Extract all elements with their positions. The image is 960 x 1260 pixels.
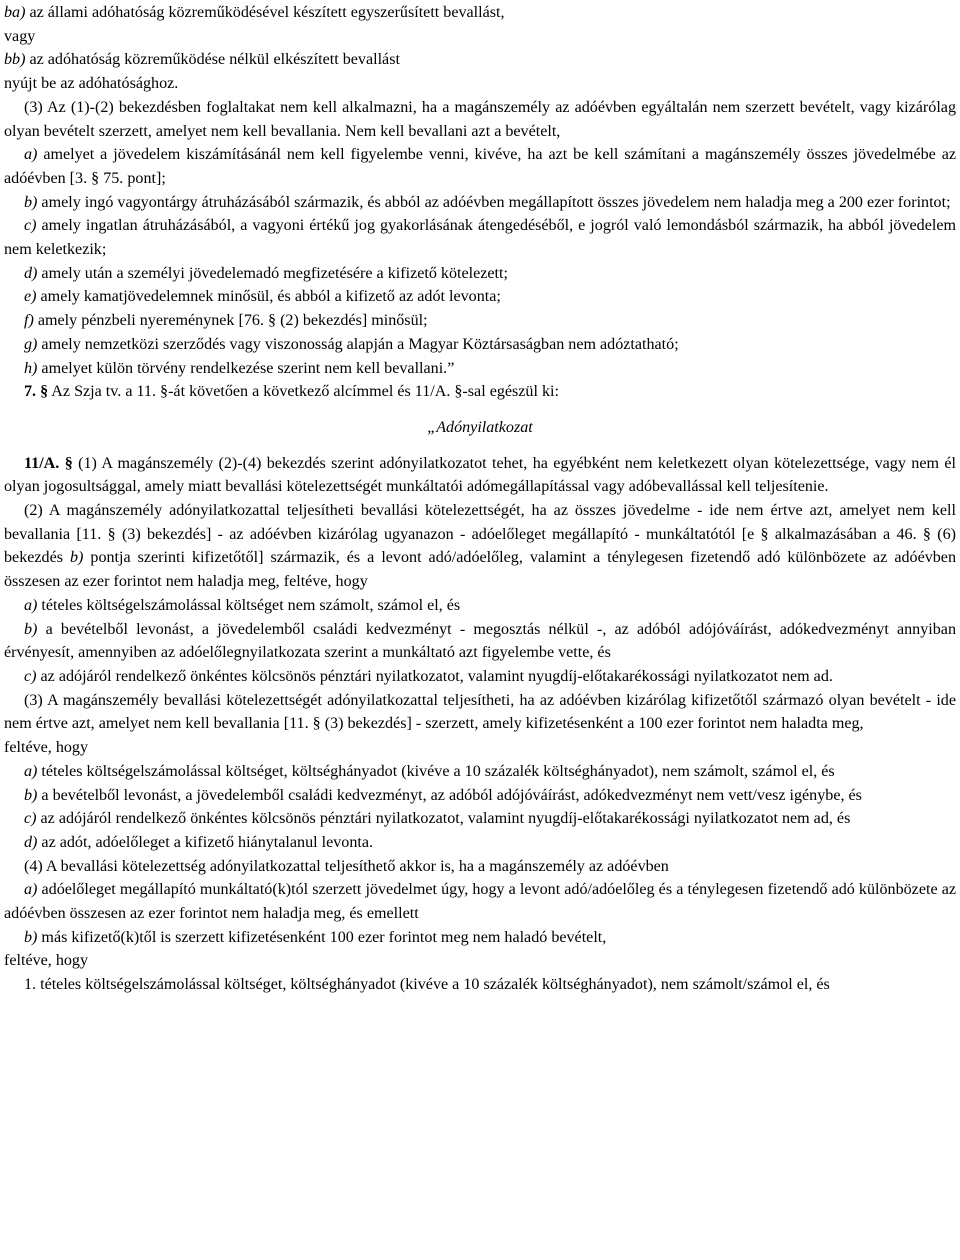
text-line: feltéve, hogy — [4, 952, 89, 970]
item-label: e) — [24, 288, 37, 306]
item-text: tételes költségelszámolással költséget nem számolt, számol el, és — [37, 596, 461, 614]
paragraph-3: (3) Az (1)-(2) bekezdésben foglaltakat nem kell alkalmazni, ha a magánszemély az adóévben egyáltalán nem szerzett bevételt, vagy kizárólag olyan bevételt szerzett, amelyet nem kell bevallania. Nem kell bevallani azt a bevételt, — [4, 98, 956, 140]
item-text: más kifizető(k)től is szerzett kifizetésenként 100 ezer forintot meg nem haladó bevételt, — [37, 928, 607, 946]
item-label: c) — [24, 217, 37, 235]
item-4-1: 1. tételes költségelszámolással költséget, költséghányadot (kivéve a 10 százalék költséghányadot), nem számolt/számol el, és — [24, 976, 830, 994]
item-d — [4, 262, 956, 286]
para-text: (2) A magánszemély adónyilatkozattal teljesítheti bevallási kötelezettségét, ha az összes jövedelme - ide nem értve azt, amelyet nem kell bevallania [11. § (3) bekezdés] - az adóévben kizárólag ugyanazon - adóelőleget megállapító - munkáltatótól [e § alkalmazásában a 46. § (6) bekezdés — [4, 502, 956, 567]
item-2a — [4, 594, 956, 618]
item-bb — [4, 48, 956, 72]
item-label: a) — [24, 881, 38, 899]
item-label: b) — [24, 193, 38, 211]
item-text: az állami adóhatóság közreműködésével készített egyszerűsített bevallást, — [25, 4, 505, 21]
paragraph-3b: (3) A magánszemély bevallási kötelezettségét adónyilatkozattal teljesítheti, ha az adóévben kizárólag kifizetőtől származó olyan bevételt - ide nem értve azt, amelyet nem kell bevallania [11. § (3) bekezdés] - szerzett, amely kifizetésenként a 100 ezer forintot nem haladta meg, — [4, 691, 956, 733]
item-a — [4, 143, 956, 190]
heading-text: „Adónyilatkozat — [427, 418, 533, 436]
subtitle-heading — [4, 416, 956, 440]
item-3a — [4, 760, 956, 784]
item-f — [4, 309, 956, 333]
item-label: a) — [24, 596, 38, 614]
item-4b — [4, 926, 956, 950]
item-label: f) — [24, 312, 34, 330]
section-7 — [4, 380, 956, 404]
item-text: a bevételből levonást, a jövedelemből családi kedvezményt, az adóból adójóváírást, adókedvezményt nem vett/vesz igénybe, és — [37, 786, 862, 804]
item-text: az adójáról rendelkező önkéntes kölcsönös pénztári nyilatkozatot, valamint nyugdíj-előtakarékossági nyilatkozatot nem ad, és — [36, 810, 851, 828]
item-label: g) — [24, 335, 38, 353]
item-ba — [4, 1, 956, 25]
item-text: amely után a személyi jövedelemadó megfizetésére a kifizető kötelezett; — [37, 264, 508, 282]
item-b — [4, 191, 956, 215]
item-label: b) — [24, 928, 38, 946]
item-label: c) — [24, 810, 37, 828]
section-label: 11/A. § — [24, 454, 73, 472]
item-3c — [4, 807, 956, 831]
item-text: amely ingatlan átruházásából, a vagyoni értékű jog gyakorlásának átengedéséből, e jogról való lemondásból származik, ha abból jövedelem nem keletkezik; — [4, 217, 956, 259]
section-text: (1) A magánszemély (2)-(4) bekezdés szerint adónyilatkozatot tehet, ha egyébként nem keletkezett olyan kötelezettsége, vagy nem él olyan jogosultsággal, amely miatt bevallási kötelezettségét munkáltatói adómegállapítással vagy adóbevallással kell teljesítenie. — [4, 454, 956, 496]
item-label: h) — [24, 359, 38, 377]
item-text: adóelőleget megállapító munkáltató(k)tól szerzett jövedelmet úgy, hogy a levont adó/adóelőleg és a ténylegesen fizetendő adó különbözete az adóévben összesen az ezer forintot nem haladja meg, és emellett — [4, 881, 956, 923]
item-text: amely pénzbeli nyereménynek [76. § (2) bekezdés] minősül; — [33, 312, 428, 330]
item-h — [4, 357, 956, 381]
item-text: tételes költségelszámolással költséget, költséghányadot (kivéve a 10 százalék költséghányadot), nem számolt, számol el, és — [37, 762, 835, 780]
item-c — [4, 214, 956, 261]
para-text: pontja szerinti kifizetőtől] származik, és a levont adó/adóelőleg, valamint a ténylegesen fizetendő adó különbözete az adóévben összesen az ezer forintot nem haladja meg, feltéve, hogy — [4, 549, 956, 591]
item-label: a) — [24, 146, 38, 164]
item-label: ba) — [4, 4, 26, 21]
item-text: amely nemzetközi szerződés vagy viszonosság alapján a Magyar Köztársaságban nem adóztatható; — [37, 335, 679, 353]
item-text: a bevételből levonást, a jövedelemből családi kedvezményt - megosztás nélkül -, az adóból adójóváírást, adókedvezményt annyiban érvényesít, amennyiben az adóelőlegnyilatkozata szerint a munkáltató azt figyelembe vette, és — [4, 620, 956, 662]
paragraph-2 — [4, 499, 956, 594]
item-text: az adóhatóság közreműködése nélkül elkészített bevallást — [25, 51, 400, 69]
paragraph-4: (4) A bevallási kötelezettség adónyilatkozattal teljesíthető akkor is, ha a magánszemély az adóévben — [24, 857, 669, 875]
item-label: c) — [24, 667, 37, 685]
item-label: d) — [24, 264, 38, 282]
item-e — [4, 285, 956, 309]
item-label: d) — [24, 833, 38, 851]
item-g — [4, 333, 956, 357]
item-label: a) — [24, 762, 38, 780]
para-ref: b) — [69, 549, 84, 567]
text-line: feltéve, hogy — [4, 739, 89, 757]
item-label: bb) — [4, 51, 26, 69]
item-4a — [4, 878, 956, 925]
text-line: vagy — [4, 27, 36, 45]
item-label: b) — [24, 620, 38, 638]
item-3b — [4, 784, 956, 808]
item-text: az adójáról rendelkező önkéntes kölcsönös pénztári nyilatkozatot, valamint nyugdíj-előtakarékossági nyilatkozatot nem ad. — [36, 667, 833, 685]
item-label: b) — [24, 786, 38, 804]
item-text: amelyet külön törvény rendelkezése szerint nem kell bevallani.” — [37, 359, 455, 377]
item-text: amely ingó vagyontárgy átruházásából származik, és abból az adóévben megállapított összes jövedelem nem haladja meg a 200 ezer forintot; — [37, 193, 951, 211]
section-11a — [4, 452, 956, 499]
text-line: nyújt be az adóhatósághoz. — [4, 75, 179, 93]
item-text: amely kamatjövedelemnek minősül, és abból a kifizető az adót levonta; — [36, 288, 501, 306]
item-text: amelyet a jövedelem kiszámításánál nem kell figyelembe venni, kivéve, ha azt be kell számítani a magánszemély összes jövedelmébe az adóévben [3. § 75. pont]; — [4, 146, 956, 187]
item-3d — [4, 831, 956, 855]
item-2c — [4, 665, 956, 689]
item-text: az adót, adóelőleget a kifizető hiánytalanul levonta. — [37, 833, 374, 851]
item-2b — [4, 618, 956, 665]
section-text: Az Szja tv. a 11. §-át követően a következő alcímmel és 11/A. §-sal egészül ki: — [48, 383, 559, 401]
section-label: 7. § — [24, 383, 49, 401]
